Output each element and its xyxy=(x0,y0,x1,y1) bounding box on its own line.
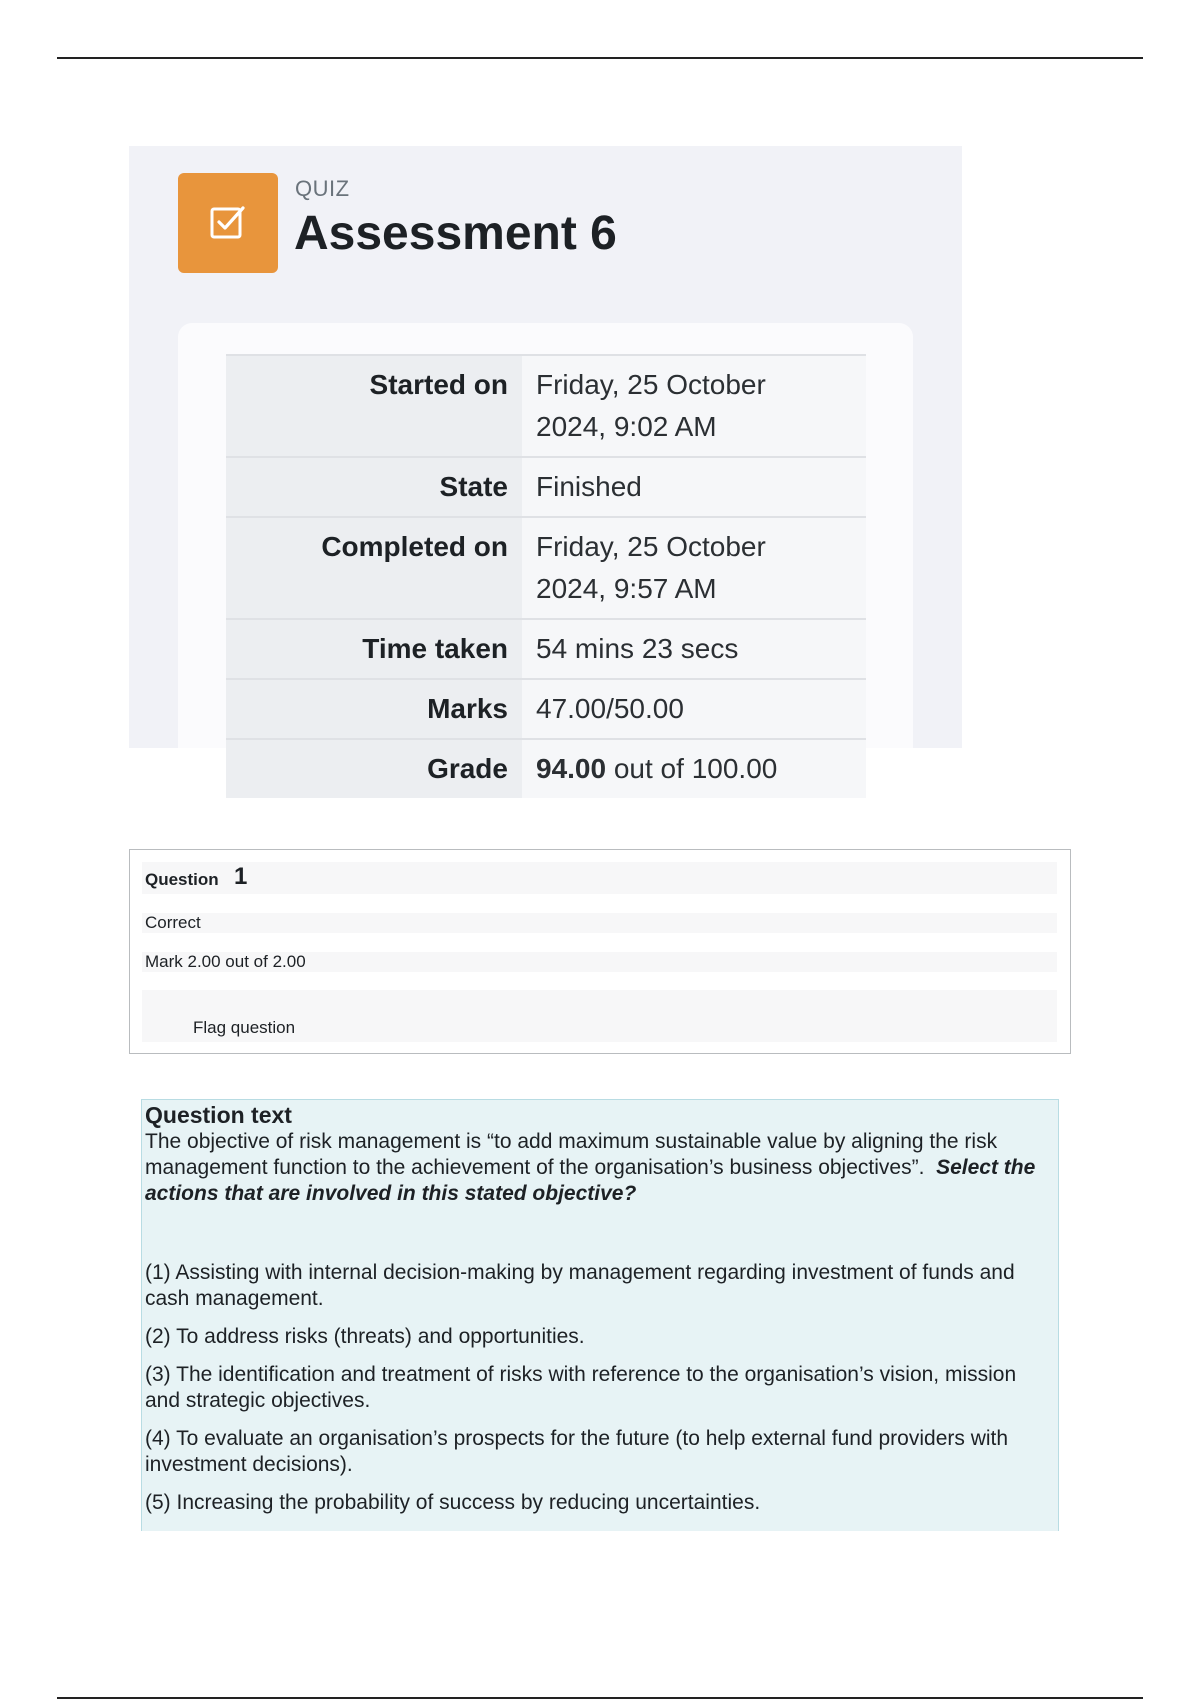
option-5: (5) Increasing the probability of success by reducing uncertainties. xyxy=(145,1491,761,1514)
question-text-box xyxy=(141,1099,1059,1531)
question-intro xyxy=(145,1129,1050,1207)
grade-suffix: out of 100.00 xyxy=(606,753,778,784)
question-mark-text: Mark 2.00 out of 2.00 xyxy=(145,952,306,971)
flag-question-label[interactable]: Flag question xyxy=(193,1018,296,1037)
page-top-rule xyxy=(57,57,1143,59)
summary-value: 54 mins 23 secs xyxy=(522,619,866,679)
summary-value: 47.00/50.00 xyxy=(522,679,866,739)
started-time: 2024, 9:02 AM xyxy=(536,411,717,442)
option-1: (1) Assisting with internal decision-making by management regarding investment of funds and cash management. xyxy=(145,1261,1015,1310)
question-number-value: 1 xyxy=(234,863,248,890)
completed-time: 2024, 9:57 AM xyxy=(536,573,717,604)
summary-label: Marks xyxy=(226,679,522,739)
summary-label: Completed on xyxy=(226,517,522,619)
summary-row-time-taken xyxy=(226,619,866,679)
summary-row-state xyxy=(226,457,866,517)
question-prompt: Select the actions that are involved in this stated objective? xyxy=(145,1156,1036,1205)
question-label: Question xyxy=(145,870,219,889)
flag-question-button[interactable] xyxy=(142,990,1057,1042)
summary-label: Started on xyxy=(226,355,522,457)
summary-label: Time taken xyxy=(226,619,522,679)
page-bottom-rule xyxy=(57,1697,1143,1699)
summary-label: State xyxy=(226,457,522,517)
attempt-summary-panel xyxy=(178,323,913,784)
quiz-header-card xyxy=(129,146,962,784)
completed-date: Friday, 25 October xyxy=(536,531,766,562)
summary-label: Grade xyxy=(226,739,522,798)
option-2: (2) To address risks (threats) and opportunities. xyxy=(145,1325,585,1348)
summary-value xyxy=(522,517,866,619)
question-intro-text: The objective of risk management is “to add maximum sustainable value by aligning the risk management function to the achievement of the organisation’s business objectives”. xyxy=(145,1130,998,1179)
page-title: Assessment 6 xyxy=(294,207,617,260)
summary-value xyxy=(522,355,866,457)
question-info-box xyxy=(129,849,1071,1054)
question-state xyxy=(142,913,1057,933)
started-date: Friday, 25 October xyxy=(536,369,766,400)
option-4: (4) To evaluate an organisation’s prospects for the future (to help external fund providers with investment decisions). xyxy=(145,1427,1009,1476)
question-number xyxy=(142,862,1057,894)
attempt-summary-table xyxy=(226,354,866,798)
question-mark xyxy=(142,952,1057,972)
summary-row-started xyxy=(226,355,866,457)
checkbox-icon xyxy=(178,173,278,273)
summary-row-grade xyxy=(226,739,866,798)
question-text-heading: Question text xyxy=(145,1102,292,1128)
quiz-kicker: QUIZ xyxy=(295,176,350,201)
summary-row-completed xyxy=(226,517,866,619)
summary-value xyxy=(522,739,866,798)
question-state-text: Correct xyxy=(145,913,201,932)
summary-row-marks xyxy=(226,679,866,739)
option-3: (3) The identification and treatment of risks with reference to the organisation’s vision, mission and strategic objectives. xyxy=(145,1363,1017,1412)
grade-score: 94.00 xyxy=(536,753,607,784)
summary-value: Finished xyxy=(522,457,866,517)
